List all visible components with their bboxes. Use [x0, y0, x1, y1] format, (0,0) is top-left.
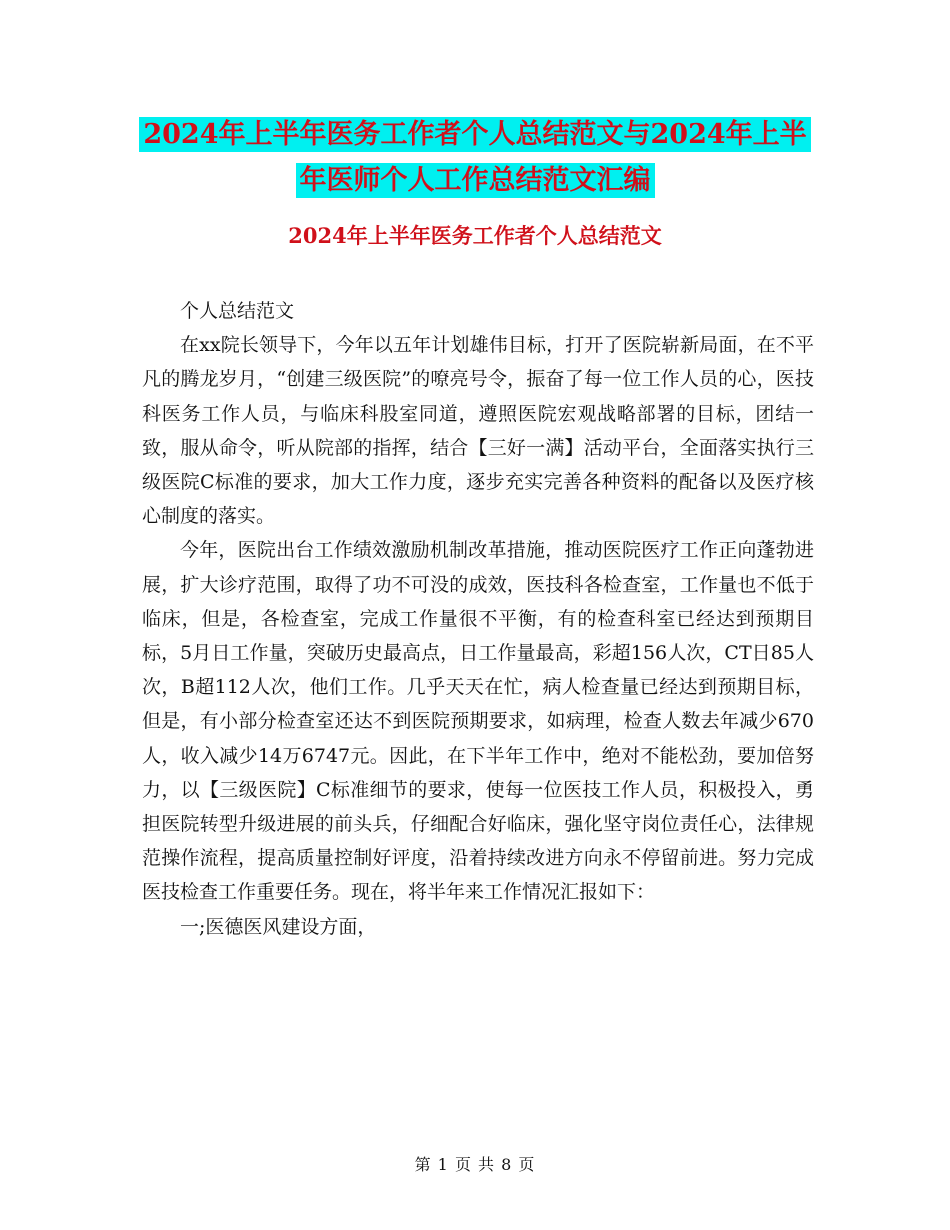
title-line-2: 年医师个人工作总结范文汇编 — [296, 163, 655, 198]
document-title — [120, 112, 830, 204]
paragraph: 在xx院长领导下，今年以五年计划雄伟目标，打开了医院崭新局面，在不平凡的腾龙岁月，“创建三级医院”的嘹亮号令，振奋了每一位工作人员的心，医技科医务工作人员，与临床科股室同道，遵照医院宏观战略部署的目标，团结一致，服从命令，听从院部的指挥，结合【三好一满】活动平台，全面落实执行三级医院C标准的要求，加大工作力度，逐步充实完善各种资料的配备以及医疗核心制度的落实。 — [142, 334, 814, 528]
paragraph: 今年，医院出台工作绩效激励机制改革措施，推动医院医疗工作正向蓬勃进展，扩大诊疗范围，取得了功不可没的成效，医技科各检查室，工作量也不低于临床，但是，各检查室，完成工作量很不平衡，有的检查科室已经达到预期目标，5月日工作量，突破历史最高点，日工作量最高，彩超156人次，CT日85人次，B超112人次，他们工作。几乎天天在忙，病人检查量已经达到预期目标，但是，有小部分检查室还达不到医院预期要求，如病理，检查人数去年减少670人，收入减少14万6747元。因此，在下半年工作中，绝对不能松劲，要加倍努力，以【三级医院】C标准细节的要求，使每一位医技工作人员，积极投入，勇担医院转型升级进展的前头兵，仔细配合好临床，强化坚守岗位责任心，法律规范操作流程，提高质量控制好评度，沿着持续改进方向永不停留前进。努力完成医技检查工作重要任务。现在，将半年来工作情况汇报如下： — [142, 539, 814, 904]
title-line-1: 2024年上半年医务工作者个人总结范文与2024年上半 — [139, 117, 810, 152]
paragraph: 一;医德医风建设方面， — [180, 915, 377, 938]
paragraph: 个人总结范文 — [180, 300, 295, 322]
page-number-footer: 第 1 页 共 8 页 — [414, 1155, 536, 1174]
section-title: 2024年上半年医务工作者个人总结范文 — [288, 223, 662, 248]
document-body — [142, 294, 814, 944]
